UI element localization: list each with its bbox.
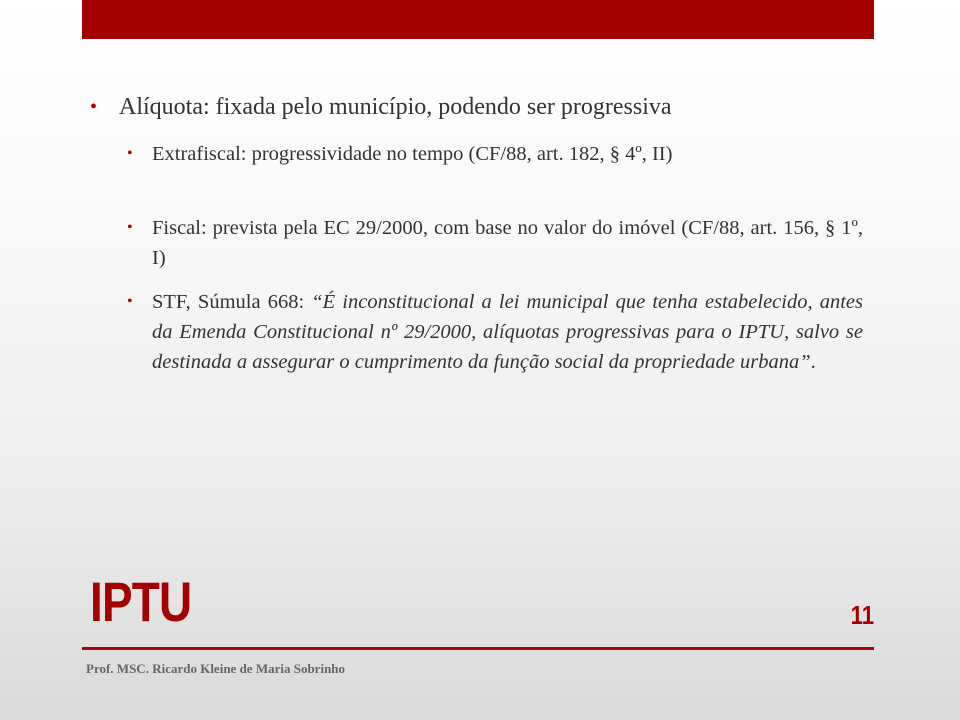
slide-title: IPTU xyxy=(90,570,192,633)
sub-bullet-text: Extrafiscal: progressividade no tempo (CF/88, art. 182, § 4º, II) xyxy=(152,143,673,165)
bullet-icon: • xyxy=(127,293,133,310)
page-number: 11 xyxy=(850,600,874,630)
footer-author: Prof. MSC. Ricardo Kleine de Maria Sobrinho xyxy=(86,661,346,676)
bullet-icon: • xyxy=(90,96,98,118)
sumula-prefix: STF, Súmula 668: xyxy=(152,291,312,313)
sub-bullet-text xyxy=(152,287,863,377)
bullet-icon: • xyxy=(127,219,133,236)
main-bullet-text: Alíquota: fixada pelo município, podendo ser progressiva xyxy=(119,94,672,120)
sumula-suffix: . xyxy=(810,351,816,373)
sumula-quote: “É inconstitucional a lei municipal que tenha estabelecido, antes da Emenda Constitucional nº 29/2000, alíquotas progressivas para o IPTU, salvo se destinada a assegurar o cumprimento da função social da propriedade urbana” xyxy=(152,291,863,373)
bullet-icon: • xyxy=(127,145,133,162)
footer-divider xyxy=(82,647,874,650)
sub-bullet-text: Fiscal: prevista pela EC 29/2000, com base no valor do imóvel (CF/88, art. 156, § 1º, I) xyxy=(152,217,863,269)
